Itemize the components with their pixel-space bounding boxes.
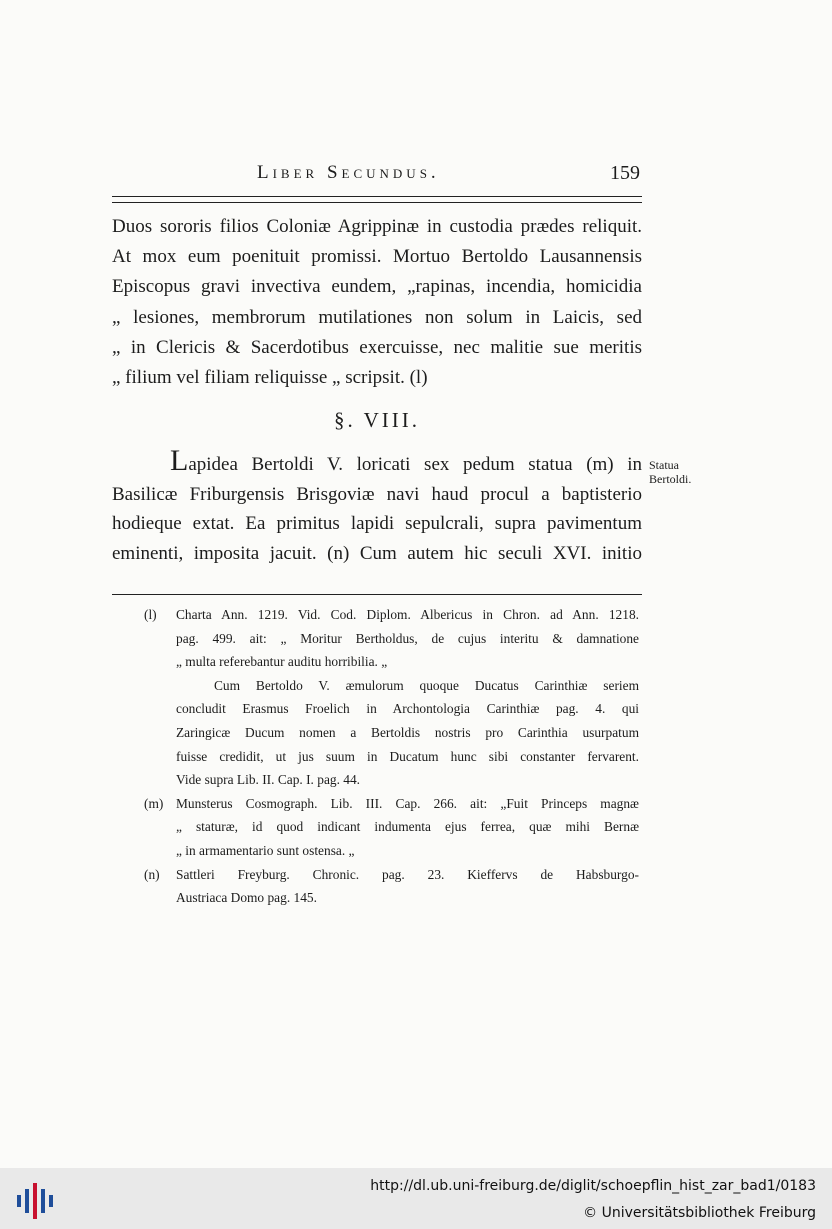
footnote-line: pag. 499. ait: „ Moritur Bertholdus, de cujus interitu & damnatione <box>176 630 639 646</box>
text-line-rest: apidea Bertoldi V. loricati sex pedum statua (m) in <box>188 454 642 475</box>
footnote-line: Cum Bertoldo V. æmulorum quoque Ducatus Carinthiæ seriem <box>214 677 639 693</box>
footnote-rule <box>112 594 642 595</box>
footnote-line: Vide supra Lib. II. Cap. I. pag. 44. <box>176 772 361 788</box>
footnote-line: Sattleri Freyburg. Chronic. pag. 23. Kieffervs de Habsburgo- <box>176 866 639 882</box>
footnote-mark: (l) <box>144 607 157 622</box>
footnote-line: fuisse credidit, ut jus suum in Ducatum hunc sibi constanter fervarent. <box>176 748 639 764</box>
footnote-line: concludit Erasmus Froelich in Archontologia Carinthiæ pag. 4. qui <box>176 701 639 717</box>
ub-freiburg-logo-icon <box>14 1179 56 1221</box>
footer-bar <box>0 1168 832 1229</box>
marginal-note <box>649 458 719 486</box>
paragraph-1 <box>112 212 642 393</box>
footnote-line: Zaringicæ Ducum nomen a Bertoldis nostris pro Carinthia usurpatum <box>176 724 639 740</box>
page-number: 159 <box>610 162 640 184</box>
text-line: „ lesiones, membrorum mutilationes non solum in Laicis, sed <box>112 306 642 328</box>
header-double-rule <box>112 196 642 203</box>
footnotes <box>144 603 639 910</box>
footnote-l <box>144 603 639 792</box>
copyright-text: © Universitätsbibliothek Freiburg <box>583 1205 816 1221</box>
paragraph-2 <box>112 444 642 568</box>
footnote-mark: (m) <box>144 795 164 811</box>
footnote-m <box>144 792 639 863</box>
footnote-line: „ staturæ, id quod indicant indumenta ejus ferrea, quæ mihi Bernæ <box>176 819 639 835</box>
text-line: At mox eum poenituit promissi. Mortuo Bertoldo Lausannensis <box>112 246 642 268</box>
footnote-line: Austriaca Domo pag. 145. <box>176 890 317 906</box>
section-heading: §. VIII. <box>333 408 420 432</box>
text-line: eminenti, imposita jacuit. (n) Cum autem hic seculi XVI. initio <box>112 542 642 564</box>
text-line: Basilicæ Friburgensis Brisgoviæ navi haud procul a baptisterio <box>112 483 642 505</box>
footnote-line: Munsterus Cosmograph. Lib. III. Cap. 266. ait: „Fuit Princeps magnæ <box>176 795 639 811</box>
text-line: hodieque extat. Ea primitus lapidi sepulcrali, supra pavimentum <box>112 513 642 534</box>
marginal-note-line: Statua <box>649 458 679 472</box>
marginal-note-line: Bertoldi. <box>649 472 692 486</box>
text-line: „ in Clericis & Sacerdotibus exercuisse, nec malitie sue meritis <box>112 336 642 358</box>
footnote-mark: (n) <box>144 866 160 882</box>
text-line: Episcopus gravi invectiva eundem, „rapinas, incendia, homicidia <box>112 276 642 298</box>
text-line: Duos sororis filios Coloniæ Agrippinæ in custodia prædes reliquit. <box>112 216 642 237</box>
footnote-line: „ in armamentario sunt ostensa. „ <box>176 842 355 858</box>
footnote-line: Charta Ann. 1219. Vid. Cod. Diplom. Albericus in Chron. ad Ann. 1218. <box>176 607 639 622</box>
footnote-n <box>144 863 639 910</box>
source-url-link[interactable]: http://dl.ub.uni-freiburg.de/diglit/schoepflin_hist_zar_bad1/0183 <box>370 1178 816 1194</box>
text-line <box>112 444 642 480</box>
text-line: „ filium vel filiam reliquisse „ scripsit. (l) <box>112 367 428 389</box>
footnote-line: „ multa referebantur auditu horribilia. „ <box>176 654 388 670</box>
page-header <box>112 160 642 190</box>
drop-cap: L <box>170 444 189 477</box>
running-title: Liber Secundus. <box>257 162 440 183</box>
